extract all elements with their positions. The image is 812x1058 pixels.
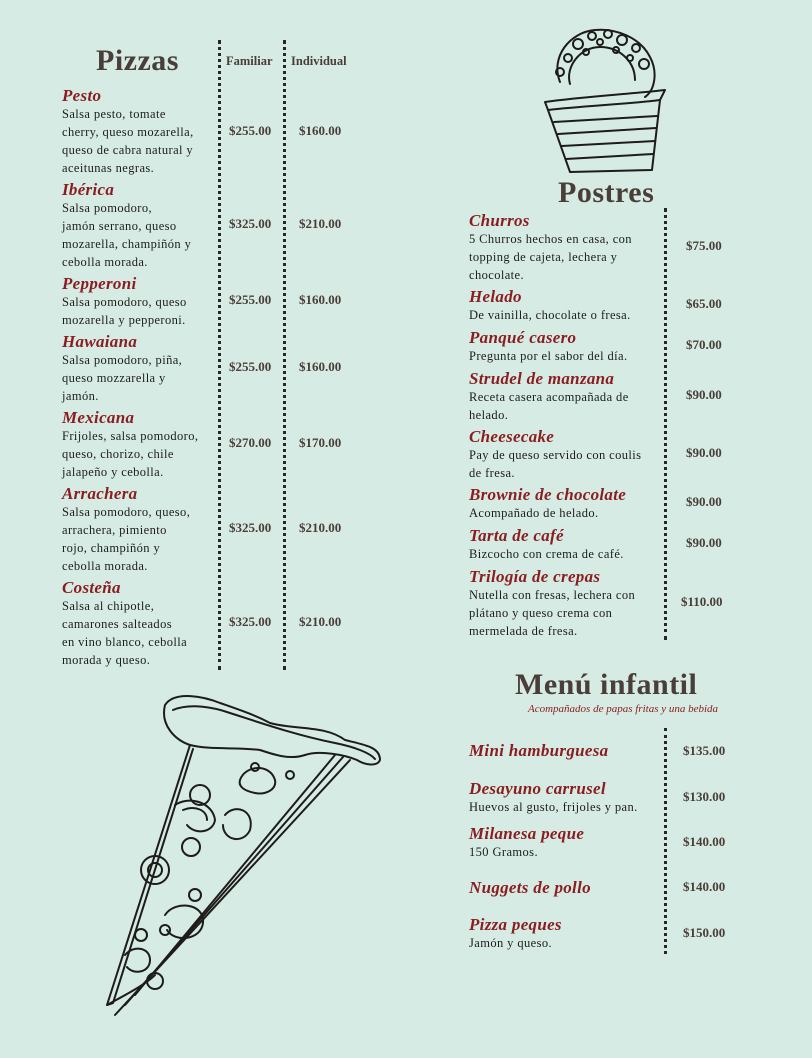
price-familiar: $255.00 (229, 359, 272, 374)
item-name: Mexicana (62, 408, 135, 427)
item-name: Strudel de manzana (469, 369, 615, 388)
infantil-price: $140.00 (683, 834, 726, 849)
item-desc-line: queso, chorizo, chile (62, 447, 174, 461)
item-desc-line: Huevos al gusto, frijoles y pan. (469, 800, 638, 814)
postre-item-tarta (469, 526, 624, 563)
item-desc-line: de fresa. (469, 466, 515, 480)
ice-cream-cup-icon (540, 22, 670, 182)
item-desc-line: mozarella, champiñón y (62, 237, 192, 251)
item-desc-line: Salsa pomodoro, queso (62, 295, 187, 309)
item-name: Churros (469, 211, 530, 230)
item-desc-line: arrachera, pimiento (62, 523, 167, 537)
item-desc-line: Salsa al chipotle, (62, 599, 155, 613)
postre-price: $90.00 (686, 387, 722, 402)
price-familiar: $325.00 (229, 520, 272, 535)
pizza-item-iberica (62, 180, 191, 271)
infantil-item-nuggets (469, 878, 591, 897)
item-name: Ibérica (62, 180, 115, 199)
item-desc-line: chocolate. (469, 268, 525, 282)
item-name: Trilogía de crepas (469, 567, 601, 586)
item-desc-line: Salsa pomodoro, piña, (62, 353, 183, 367)
postre-item-helado (469, 287, 631, 324)
item-desc-line: Receta casera acompañada de (469, 390, 629, 404)
price-individual: $210.00 (299, 614, 342, 629)
price-individual: $210.00 (299, 520, 342, 535)
col-individual-header: Individual (291, 54, 347, 68)
infantil-price: $150.00 (683, 925, 726, 940)
price-familiar: $255.00 (229, 292, 272, 307)
infantil-price: $140.00 (683, 879, 726, 894)
item-name: Helado (469, 287, 522, 306)
item-desc-line: jamón. (62, 389, 99, 403)
postre-price: $110.00 (681, 594, 723, 609)
infantil-divider (664, 728, 667, 954)
item-name: Mini hamburguesa (469, 741, 609, 760)
item-name: Costeña (62, 578, 121, 597)
item-desc-line: mozarella y pepperoni. (62, 313, 186, 327)
item-desc-line: queso de cabra natural y (62, 143, 194, 157)
price-individual: $160.00 (299, 292, 342, 307)
pizza-item-costena (62, 578, 187, 669)
price-individual: $160.00 (299, 359, 342, 374)
pizza-item-arrachera (62, 484, 190, 575)
item-name: Desayuno carrusel (469, 779, 606, 798)
postres-title: Postres (558, 176, 655, 209)
item-desc-line: cebolla morada. (62, 559, 148, 573)
pizza-divider-left (218, 40, 221, 670)
item-desc-line: 150 Gramos. (469, 845, 538, 859)
item-desc-line: cebolla morada. (62, 255, 148, 269)
postre-item-churros (469, 211, 632, 284)
item-desc-line: Salsa pesto, tomate (62, 107, 166, 121)
postre-price: $90.00 (686, 445, 722, 460)
item-name: Tarta de café (469, 526, 564, 545)
item-desc-line: Pay de queso servido con coulis (469, 448, 642, 462)
item-desc-line: topping de cajeta, lechera y (469, 250, 618, 264)
item-desc-line: jamón serrano, queso (62, 219, 177, 233)
price-familiar: $270.00 (229, 435, 272, 450)
item-desc-line: Salsa pomodoro, queso, (62, 505, 191, 519)
postre-price: $90.00 (686, 535, 722, 550)
item-desc-line: Salsa pomodoro, (62, 201, 153, 215)
item-name: Arrachera (62, 484, 138, 503)
pizza-item-hawaiana (62, 332, 182, 405)
item-name: Brownie de chocolate (469, 485, 627, 504)
infantil-item-pizza (469, 915, 562, 952)
item-desc-line: De vainilla, chocolate o fresa. (469, 308, 631, 322)
price-familiar: $325.00 (229, 614, 272, 629)
item-desc-line: jalapeño y cebolla. (62, 465, 164, 479)
infantil-subtitle: Acompañados de papas fritas y una bebida (528, 703, 719, 715)
item-desc-line: Nutella con fresas, lechera con (469, 588, 636, 602)
item-desc-line: Pregunta por el sabor del día. (469, 349, 628, 363)
postre-price: $70.00 (686, 337, 722, 352)
postre-item-panque (469, 328, 627, 365)
item-desc-line: en vino blanco, cebolla (62, 635, 188, 649)
postre-price: $75.00 (686, 238, 722, 253)
item-name: Pesto (62, 86, 102, 105)
item-desc-line: camarones salteados (62, 617, 172, 631)
item-desc-line: cherry, queso mozarella, (62, 125, 194, 139)
item-desc-line: Acompañado de helado. (469, 506, 599, 520)
item-desc-line: queso mozzarella y (62, 371, 166, 385)
item-name: Pepperoni (62, 274, 137, 293)
item-desc-line: helado. (469, 408, 509, 422)
postres-divider (664, 208, 667, 640)
infantil-price: $135.00 (683, 743, 726, 758)
price-familiar: $325.00 (229, 216, 272, 231)
postre-item-cheesecake (469, 427, 641, 482)
item-name: Pizza peques (469, 915, 562, 934)
item-desc-line: 5 Churros hechos en casa, con (469, 232, 632, 246)
item-desc-line: morada y queso. (62, 653, 151, 667)
infantil-price: $130.00 (683, 789, 726, 804)
postre-item-brownie (469, 485, 626, 522)
item-desc-line: plátano y queso crema con (469, 606, 613, 620)
infantil-item-desayuno (469, 779, 638, 816)
postre-item-crepas (469, 567, 635, 640)
price-familiar: $255.00 (229, 123, 272, 138)
infantil-item-milanesa (469, 824, 584, 861)
item-name: Panqué casero (469, 328, 577, 347)
infantil-item-hamburguesa (469, 741, 608, 760)
item-desc-line: mermelada de fresa. (469, 624, 578, 638)
pizza-divider-right (283, 40, 286, 670)
item-name: Cheesecake (469, 427, 555, 446)
postre-price: $90.00 (686, 494, 722, 509)
item-desc-line: Bizcocho con crema de café. (469, 547, 624, 561)
infantil-title: Menú infantil (515, 668, 698, 701)
postre-item-strudel (469, 369, 629, 424)
item-desc-line: Frijoles, salsa pomodoro, (62, 429, 199, 443)
pizza-item-pepperoni (62, 274, 187, 329)
col-familiar-header: Familiar (226, 54, 273, 68)
item-desc-line: rojo, champiñón y (62, 541, 161, 555)
pizza-item-mexicana (62, 408, 198, 481)
pizza-item-pesto (62, 86, 194, 177)
price-individual: $170.00 (299, 435, 342, 450)
postre-price: $65.00 (686, 296, 722, 311)
pizzas-title: Pizzas (96, 44, 179, 77)
item-desc-line: aceitunas negras. (62, 161, 155, 175)
price-individual: $210.00 (299, 216, 342, 231)
item-desc-line: Jamón y queso. (469, 936, 553, 950)
pizza-slice-icon (95, 685, 395, 1020)
item-name: Hawaiana (62, 332, 138, 351)
item-name: Nuggets de pollo (469, 878, 591, 897)
price-individual: $160.00 (299, 123, 342, 138)
item-name: Milanesa peque (469, 824, 585, 843)
